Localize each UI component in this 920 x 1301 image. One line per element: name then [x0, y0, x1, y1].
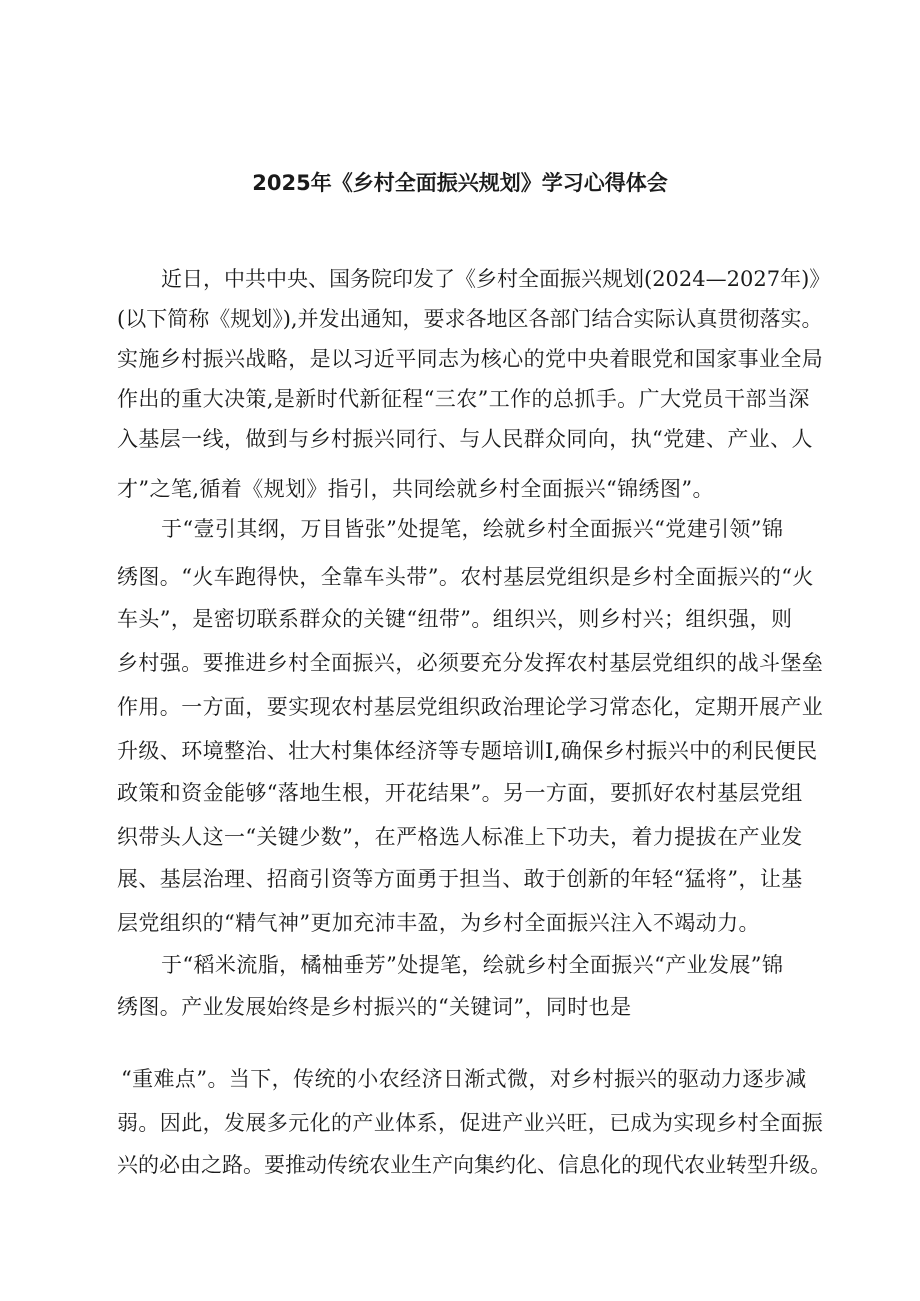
paragraph-line: 车头”，是密切联系群众的关键“纽带”。组织兴，则乡村兴；组织强，则: [117, 607, 793, 631]
paragraph-line: 升级、环境整治、壮大村集体经济等专题培训I,确保乡村振兴中的利民便民: [117, 739, 818, 763]
paragraph-line: 展、基层治理、招商引资等方面勇于担当、敢于创新的年轻“猛将”，让基: [117, 867, 803, 891]
paragraph-line: 弱。因此，发展多元化的产业体系，促进产业兴旺，已成为实现乡村全面振: [117, 1111, 824, 1135]
document-title: 2025年《乡村全面振兴规划》学习心得体会: [252, 171, 668, 195]
paragraph-line: 层党组织的“精气神”更加充沛丰盈，为乡村全面振兴注入不竭动力。: [117, 911, 760, 935]
paragraph-line: 才”之笔,循着《规划》指引，共同绘就乡村全面振兴“锦绣图”。: [117, 477, 714, 501]
paragraph-line: 于“壹引其纲，万目皆张”处提笔，绘就乡村全面振兴“党建引领”锦: [161, 517, 784, 541]
paragraph-line: 作用。一方面，要实现农村基层党组织政治理论学习常态化，定期开展产业: [117, 695, 824, 719]
paragraph-line: 政策和资金能够“落地生根，开花结果”。另一方面，要抓好农村基层党组: [117, 781, 803, 805]
paragraph-line: 近日，中共中央、国务院印发了《乡村全面振兴规划(2024—2027年)》: [161, 267, 831, 291]
paragraph-line: 实施乡村振兴战略，是以习近平同志为核心的党中央着眼党和国家事业全局: [117, 347, 824, 371]
paragraph-line: 绣图。“火车跑得快，全靠车头带”。农村基层党组织是乡村全面振兴的“火: [117, 565, 814, 589]
paragraph-line: 乡村强。要推进乡村全面振兴，必须要充分发挥农村基层党组织的战斗堡垒: [117, 651, 824, 675]
paragraph-line: 于“稻米流脂，橘柚垂芳”处提笔，绘就乡村全面振兴“产业发展”锦: [161, 953, 784, 977]
paragraph-line: (以下简称《规划》),并发出通知，要求各地区各部门结合实际认真贯彻落实。: [117, 307, 823, 331]
paragraph-line: 绣图。产业发展始终是乡村振兴的“关键词”，同时也是: [117, 995, 632, 1019]
paragraph-line: 织带头人这一“关键少数”，在严格选人标准上下功夫，着力提拔在产业发: [117, 825, 803, 849]
paragraph-line: “重难点”。当下，传统的小农经济日渐式微，对乡村振兴的驱动力逐步减: [121, 1067, 807, 1091]
paragraph-line: 入基层一线，做到与乡村振兴同行、与人民群众同向，执“党建、产业、人: [117, 427, 813, 451]
paragraph-line: 作出的重大决策,是新时代新征程“三农”工作的总抓手。广大党员干部当深: [117, 387, 810, 411]
paragraph-line: 兴的必由之路。要推动传统农业生产向集约化、信息化的现代农业转型升级。: [117, 1153, 831, 1177]
